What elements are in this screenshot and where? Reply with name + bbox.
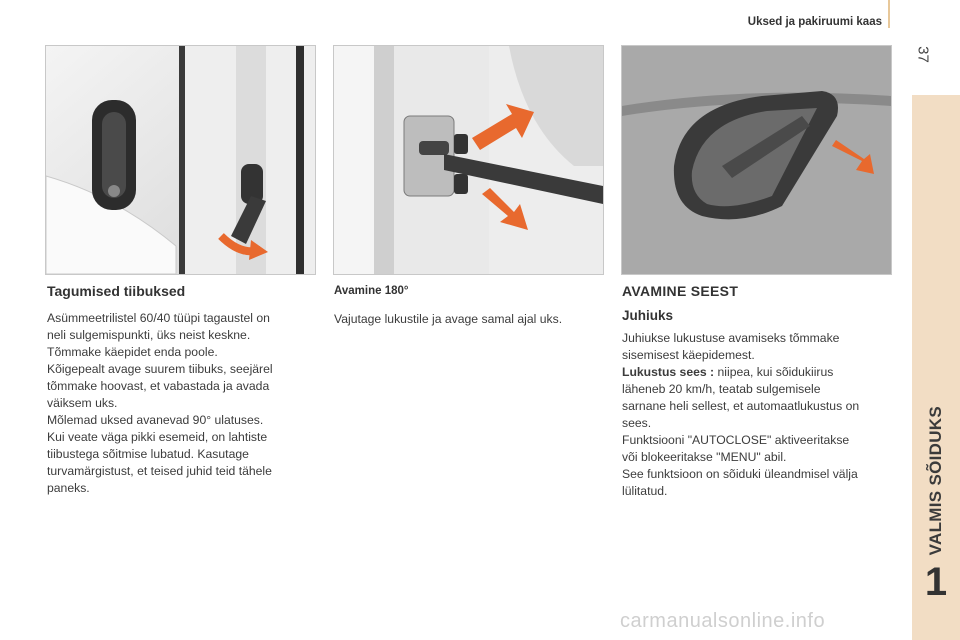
body-line: väiksem uks. — [47, 396, 118, 410]
body-line: Kui veate väga pikki esemeid, on lahtiste — [47, 430, 268, 444]
opening-inside-section — [622, 283, 892, 500]
body-line: paneks. — [47, 481, 90, 495]
section-title: Uksed ja pakiruumi kaas — [747, 16, 882, 28]
body-line: tiibustega sõitmise lubatud. Kasutage — [47, 447, 249, 461]
body-line: tõmmake hoovast, et vabastada ja avada — [47, 379, 270, 393]
body-line: või blokeeritakse "MENU" abil. — [622, 450, 787, 464]
body-line: Asümmeetrilistel 60/40 tüüpi tagaustel on — [47, 311, 270, 325]
rear-doors-section — [47, 283, 312, 497]
body-line: läheneb 20 km/h, teatab sulgemisele — [622, 382, 821, 396]
chapter-title-wrap — [912, 95, 960, 555]
body-line: sisemisest käepidemest. — [622, 348, 755, 362]
body-line: Juhiukse lukustuse avamiseks tõmmake — [622, 331, 840, 345]
watermark: carmanualsonline.info — [620, 610, 826, 632]
body-line: Kõigepealt avage suurem tiibuks, seejärel — [47, 362, 273, 376]
body-line: turvamärgistust, et teised juhid teid tähele — [47, 464, 272, 478]
body-line: lülitatud. — [622, 484, 668, 498]
opening-180-section — [334, 283, 602, 328]
opening-180-heading: Avamine 180° — [334, 285, 409, 297]
rear-door-handle-photo — [45, 45, 316, 275]
body-line — [622, 364, 892, 381]
lock-label: Lukustus sees : — [622, 365, 715, 379]
body-line: sees. — [622, 416, 652, 430]
door-hinge-180-photo — [333, 45, 604, 275]
body-line: neli sulgemispunkti, üks neist keskne. — [47, 328, 251, 342]
chapter-number: 1 — [924, 560, 948, 604]
driver-door-subheading: Juhiuks — [622, 308, 674, 323]
body-line: See funktsioon on sõiduki üleandmisel välja — [622, 467, 858, 481]
interior-door-handle-photo — [621, 45, 892, 275]
body-line: Mõlemad uksed avanevad 90° ulatuses. — [47, 413, 264, 427]
opening-inside-heading: AVAMINE SEEST — [622, 283, 739, 299]
lock-label-rest: niipea, kui sõidukiirus — [714, 365, 834, 379]
rear-doors-heading: Tagumised tiibuksed — [47, 283, 186, 299]
body-line: sarnane heli sellest, et automaatlukustus on — [622, 399, 860, 413]
header-rule — [888, 0, 890, 28]
body-line: Vajutage lukustile ja avage samal ajal uks. — [334, 312, 563, 326]
body-line: Funktsiooni "AUTOCLOSE" aktiveeritakse — [622, 433, 850, 447]
page-number: 37 — [914, 46, 932, 63]
body-line: Tõmmake käepidet enda poole. — [47, 345, 218, 359]
chapter-title: VALMIS SÕIDUKS — [926, 405, 945, 555]
